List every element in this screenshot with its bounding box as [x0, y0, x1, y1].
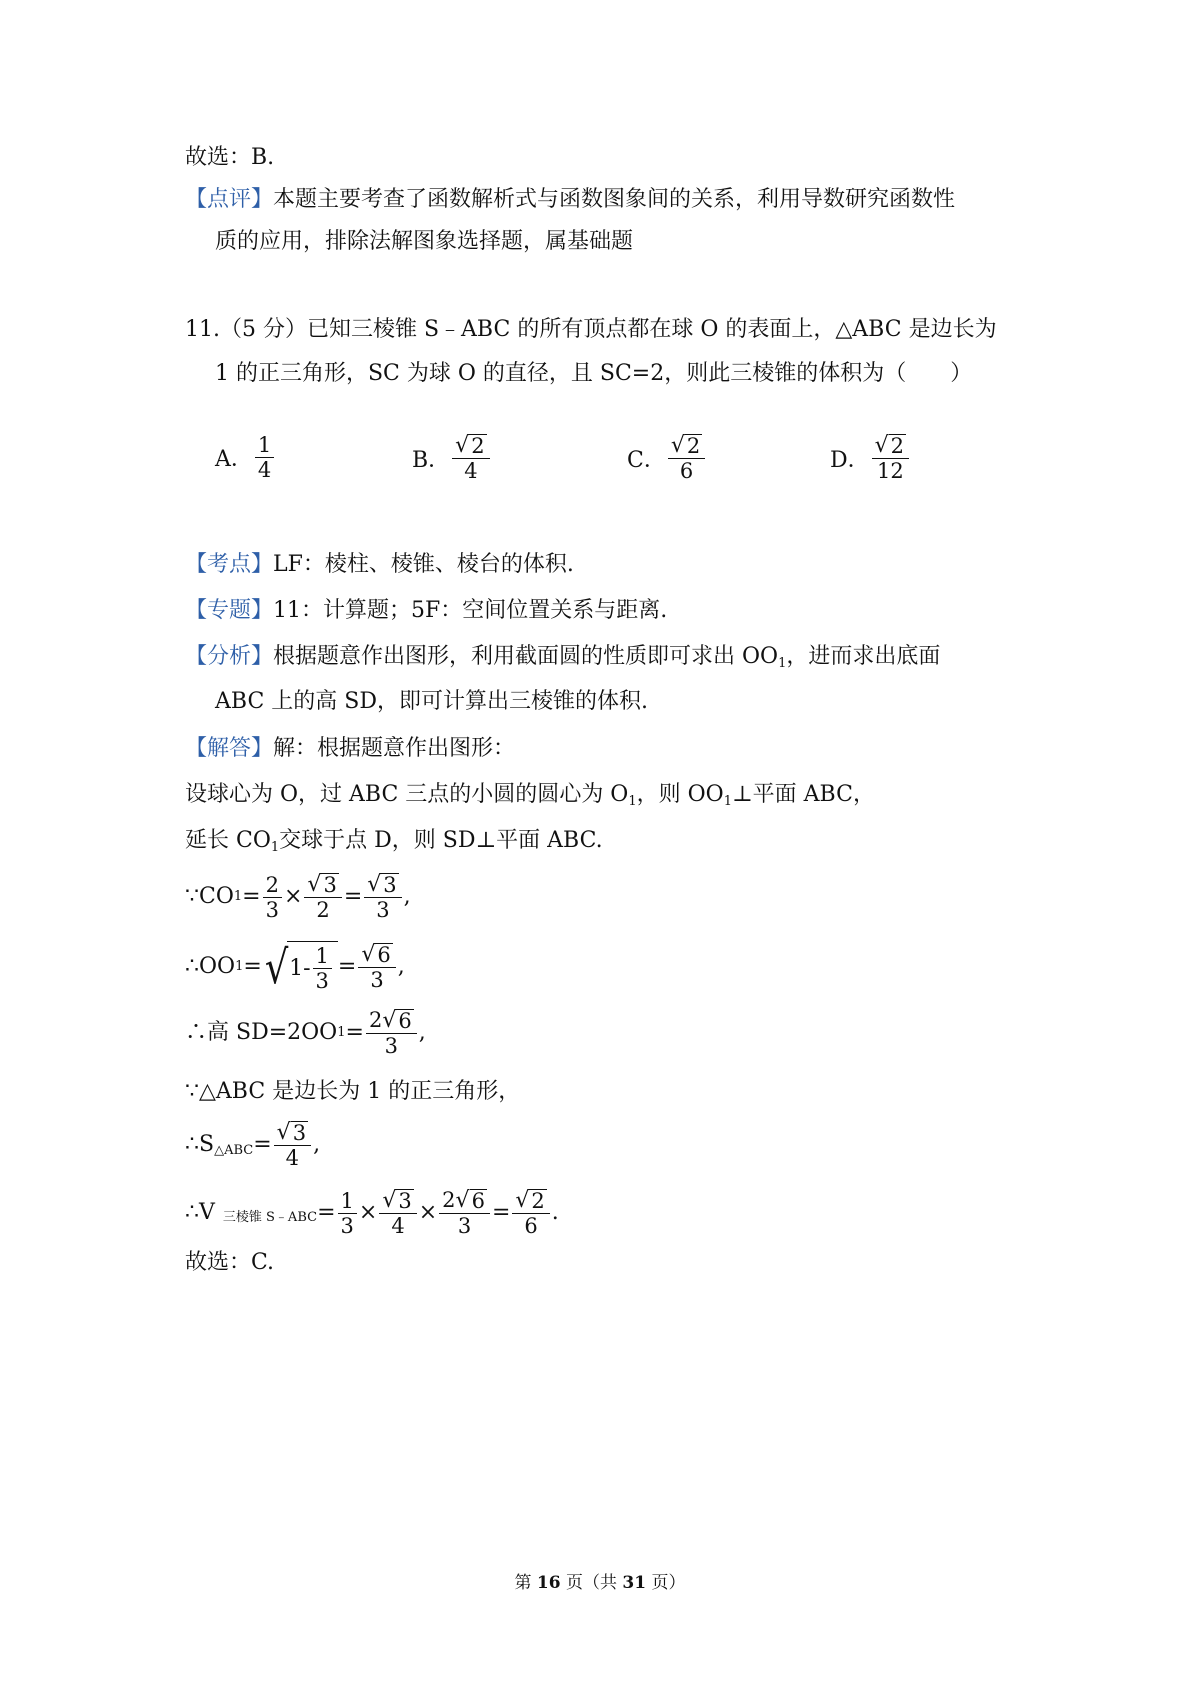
solution-line-1: 设球心为 O，过 ABC 三点的小圆的圆心为 $O_1$，则 $OO_1\perp$平面 ABC，: [185, 782, 875, 809]
comment-line-1: 【点评】本题主要考查了函数解析式与函数图象间的关系，利用导数研究函数性: [185, 187, 956, 212]
comment-line-2: 质的应用，排除法解图象选择题，属基础题: [215, 229, 634, 254]
solution-line-6: ∵△ABC 是边长为 1 的正三角形，: [185, 1079, 521, 1104]
fenxi-line-1: 【分析】根据题意作出图形，利用截面圆的性质即可求出 $OO_1$，进而求出底面: [185, 644, 941, 671]
final-answer: 故选：C.: [185, 1250, 275, 1275]
eq-sd: ∴高 SD=2OO 1 = 2 √ 6 3 ,: [185, 1008, 426, 1058]
fenxi-line-2: ABC 上的高 SD，即可计算出三棱锥的体积.: [215, 689, 648, 714]
kaodian-line: 【考点】LF：棱柱、棱锥、棱台的体积.: [185, 552, 574, 577]
question-line-1: 11.（5 分）已知三棱锥 S﹣ABC 的所有顶点都在球 O 的表面上，△ABC 是边长为: [185, 317, 997, 342]
comment-tag: 【点评】: [185, 187, 274, 212]
jieda-line: 【解答】解：根据题意作出图形：: [185, 736, 516, 761]
option-b: B． √ 2 4: [412, 433, 492, 483]
option-c: C． √ 2 6: [627, 433, 707, 483]
prev-answer: 故选：B.: [185, 145, 275, 170]
page-footer: 第 16 页（共 31 页）: [514, 1573, 686, 1593]
solution-line-2: 延长 $CO_1$交球于点 D，则 SD⊥平面 ABC.: [185, 828, 603, 855]
eq-volume: ∴V 三棱锥 S﹣ABC = $\frac{1}{3}$ × √ 3 4 × 2 √ 6 3 = √ 2 6 .: [185, 1188, 559, 1238]
option-a: A． $\frac{1}{4}$: [215, 433, 276, 482]
option-d: D． √ 2 12: [830, 433, 911, 483]
zhuanti-line: 【专题】11：计算题；5F：空间位置关系与距离.: [185, 598, 668, 623]
eq-oo1: ∴OO 1 = √ 1 - $\frac{1}{3}$ = √ 6 3 ,: [185, 940, 405, 994]
eq-co1: ∵CO 1 = $\frac{2}{3}$ × √ 3 2 = √ 3 3 ,: [185, 872, 411, 922]
question-line-2: 1 的正三角形，SC 为球 O 的直径，且 SC=2，则此三棱锥的体积为（ ）: [215, 361, 973, 386]
eq-area: ∴S △ABC = √ 3 4 ,: [185, 1120, 321, 1170]
